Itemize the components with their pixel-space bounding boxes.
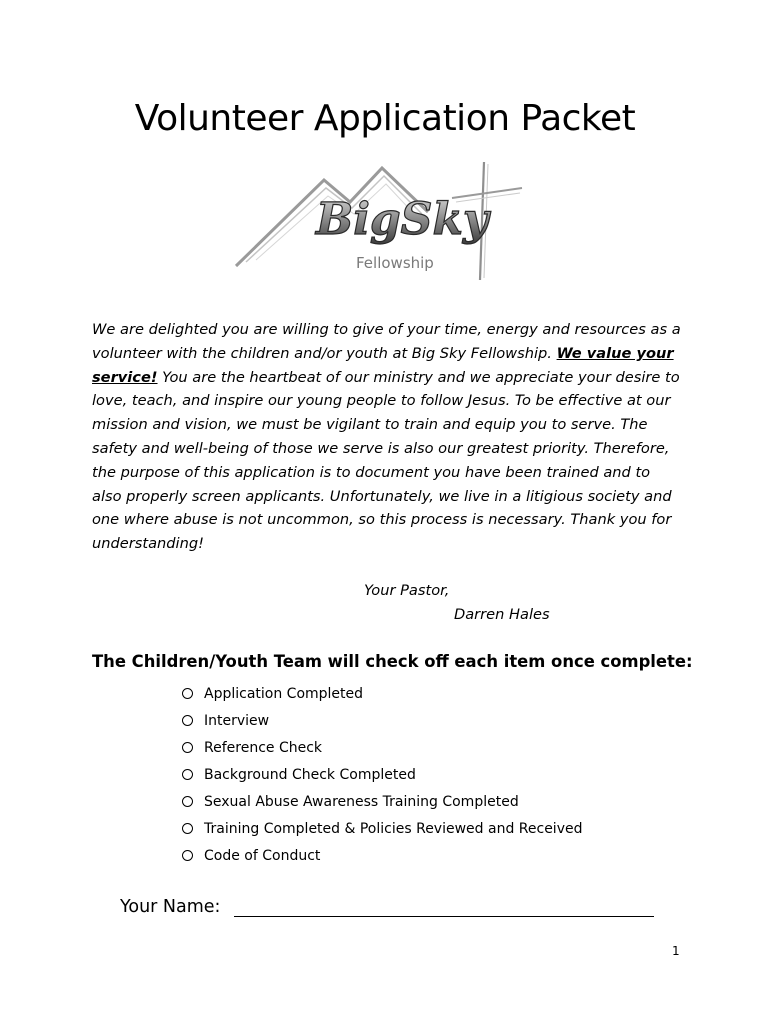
intro-line: one where abuse is not uncommon, so this process is necessary. Thank you for	[92, 511, 672, 529]
signature-name: Darren Hales	[454, 606, 550, 623]
checklist-item-label: Interview	[204, 712, 270, 729]
intro-emphasis: We value your	[556, 344, 674, 362]
checklist-item-label: Sexual Abuse Awareness Training Completed	[204, 793, 519, 810]
logo-wordmark: BigSky	[316, 194, 489, 245]
intro-line: also properly screen applicants. Unfortunately, we live in a litigious society and	[92, 487, 672, 505]
circle-checkbox-icon[interactable]	[182, 769, 193, 780]
circle-checkbox-icon[interactable]	[182, 742, 193, 753]
checklist-item-label: Background Check Completed	[204, 766, 416, 783]
big-sky-fellowship-logo	[232, 158, 524, 284]
intro-paragraph	[92, 318, 692, 556]
name-field-row	[120, 896, 654, 917]
page-number: 1	[672, 944, 680, 958]
completion-checklist	[182, 680, 583, 869]
checklist-item-label: Code of Conduct	[204, 847, 321, 864]
name-field-line[interactable]	[234, 896, 654, 917]
circle-checkbox-icon[interactable]	[182, 796, 193, 807]
checklist-item	[182, 815, 583, 842]
signature-closing: Your Pastor,	[364, 582, 450, 599]
intro-line: understanding!	[92, 535, 204, 553]
checklist-item	[182, 788, 583, 815]
intro-text: volunteer with the children and/or youth at Big Sky Fellowship.	[92, 344, 557, 362]
page-title: Volunteer Application Packet	[134, 98, 636, 139]
checklist-item-label: Training Completed & Policies Reviewed and Received	[204, 820, 583, 837]
intro-line	[92, 342, 692, 366]
intro-line: love, teach, and inspire our young people to follow Jesus. To be effective at our	[92, 392, 671, 410]
intro-emphasis: service!	[92, 368, 158, 386]
checklist-item	[182, 680, 583, 707]
intro-line: the purpose of this application is to document you have been trained and to	[92, 463, 651, 481]
circle-checkbox-icon[interactable]	[182, 715, 193, 726]
checklist-item-label: Reference Check	[204, 739, 323, 756]
circle-checkbox-icon[interactable]	[182, 688, 193, 699]
circle-checkbox-icon[interactable]	[182, 850, 193, 861]
name-field-label: Your Name:	[120, 897, 221, 917]
checklist-item	[182, 707, 583, 734]
checklist-heading: The Children/Youth Team will check off each item once complete:	[92, 652, 693, 671]
intro-line: We are delighted you are willing to give of your time, energy and resources as a	[92, 321, 681, 338]
intro-line: mission and vision, we must be vigilant to train and equip you to serve. The	[92, 416, 648, 434]
circle-checkbox-icon[interactable]	[182, 823, 193, 834]
checklist-item	[182, 734, 583, 761]
intro-text: You are the heartbeat of our ministry and we appreciate your desire to	[157, 368, 680, 386]
intro-line: safety and well-being of those we serve is also our greatest priority. Therefore,	[92, 439, 670, 457]
checklist-item-label: Application Completed	[204, 685, 364, 702]
logo-subtitle: Fellowship	[356, 254, 434, 272]
checklist-item	[182, 761, 583, 788]
intro-line	[92, 366, 692, 390]
checklist-item	[182, 842, 583, 869]
